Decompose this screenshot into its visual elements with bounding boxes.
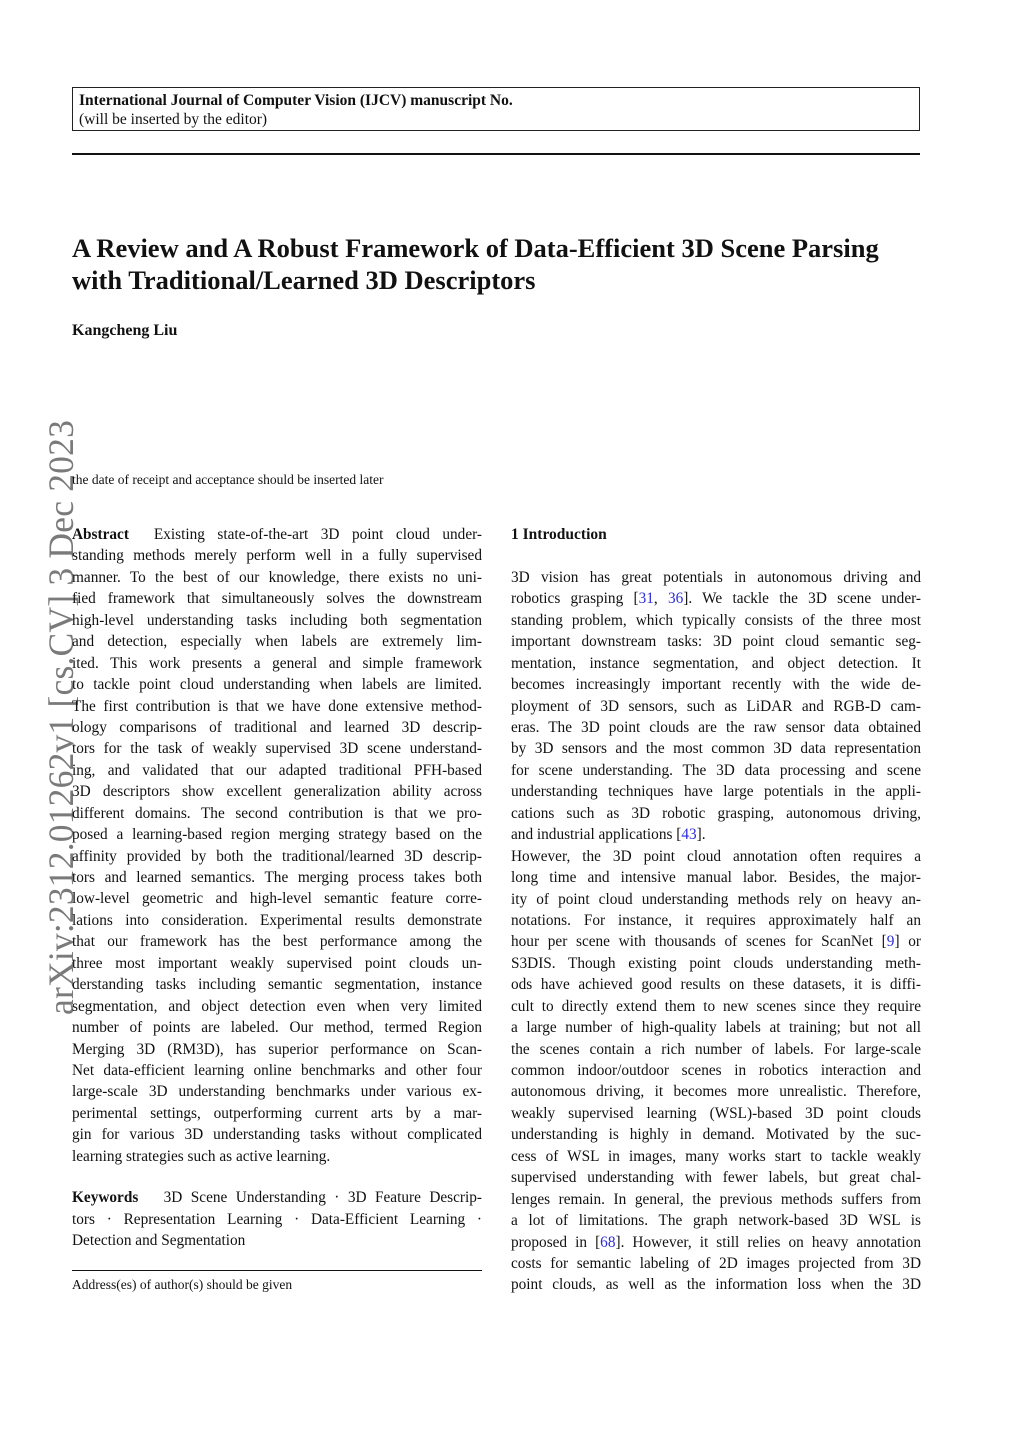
- intro-paragraph-1: [511, 567, 921, 846]
- abstract-line: number of points are labeled. Our method, termed Region: [72, 1019, 482, 1037]
- intro-paragraph-2: [511, 846, 921, 1296]
- abstract-line: three most important weakly supervised point clouds un-: [72, 954, 482, 972]
- intro-line: 3D vision has great potentials in autonomous driving and: [511, 568, 921, 586]
- citation-link[interactable]: 9: [886, 933, 895, 951]
- abstract: [72, 524, 482, 1167]
- abstract-line: learning strategies such as active learning.: [72, 1147, 331, 1165]
- intro-line: cations such as 3D robotic grasping, autonomous driving,: [511, 804, 921, 822]
- abstract-line: The first contribution is that we have done extensive method-: [72, 697, 482, 715]
- intro-line: S3DIS. Though existing point clouds understanding meth-: [511, 954, 921, 972]
- keywords: [72, 1187, 482, 1251]
- left-column: [72, 524, 482, 1251]
- author-address-footnote: Address(es) of author(s) should be given: [72, 1277, 293, 1292]
- abstract-line: standing methods merely perform well in a fully supervised: [72, 547, 482, 565]
- intro-line: for scene understanding. The 3D data processing and scene: [511, 761, 921, 779]
- header-rule: [72, 153, 920, 155]
- intro-line: point clouds, as well as the information loss when the 3D: [511, 1276, 921, 1294]
- keywords-line: Keywords 3D Scene Understanding · 3D Feature Descrip-: [72, 1189, 482, 1207]
- citation-link[interactable]: 31: [638, 590, 654, 608]
- intro-line: and industrial applications [43].: [511, 826, 706, 844]
- abstract-line: ology comparisons of traditional and learned 3D descrip-: [72, 718, 482, 736]
- editor-line: (will be inserted by the editor): [79, 111, 268, 128]
- intro-line: standing problem, which typically consists of the three most: [511, 611, 921, 629]
- journal-line: International Journal of Computer Vision (IJCV) manuscript No.: [79, 92, 513, 109]
- abstract-line: fied framework that simultaneously solves the downstream: [72, 590, 482, 608]
- abstract-line: perimental settings, outperforming current arts by a mar-: [72, 1104, 482, 1122]
- intro-line: proposed in [68]. However, it still relies on heavy annotation: [511, 1233, 921, 1251]
- abstract-line: Abstract Existing state-of-the-art 3D point cloud under-: [72, 526, 482, 543]
- intro-line: becomes increasingly important recently with the wide de-: [511, 676, 921, 694]
- intro-line: understanding techniques have large potentials in the appli-: [511, 783, 921, 801]
- intro-line: lenges remain. In general, the previous methods suffers from: [511, 1190, 921, 1208]
- intro-line: ity of point cloud understanding methods rely on heavy an-: [511, 890, 921, 908]
- abstract-line: 3D descriptors show excellent generalization ability across: [72, 783, 482, 801]
- arxiv-side-stamp: arXiv:2312.01262v1 [cs.CV] 3 Dec 2023: [41, 419, 81, 1015]
- intro-line: notations. For instance, it requires approximately half an: [511, 911, 921, 929]
- abstract-line: lations into consideration. Experimental results demonstrate: [72, 911, 482, 929]
- abstract-line: tors for the task of weakly supervised 3D scene understand-: [72, 740, 482, 758]
- keywords-line: tors · Representation Learning · Data-Efficient Learning ·: [72, 1210, 482, 1228]
- intro-line: ods have achieved good results on these datasets, it is diffi-: [511, 976, 921, 994]
- abstract-line: tors and learned semantics. The merging process takes both: [72, 869, 482, 886]
- abstract-line: Merging 3D (RM3D), has superior performance on Scan-: [72, 1040, 482, 1058]
- abstract-label: Abstract: [72, 526, 129, 543]
- abstract-line: that our framework has the best performance among the: [72, 933, 482, 951]
- abstract-line: and detection, especially when labels are extremely lim-: [72, 633, 482, 651]
- abstract-line: different domains. The second contribution is that we pro-: [72, 804, 482, 822]
- abstract-line: segmentation, and object detection even when very limited: [72, 997, 482, 1015]
- abstract-line: gin for various 3D understanding tasks without complicated: [72, 1126, 482, 1144]
- keywords-label: Keywords: [72, 1189, 139, 1207]
- abstract-line: low-level geometric and high-level semantic feature corre-: [72, 890, 482, 908]
- intro-line: hour per scene with thousands of scenes for ScanNet [9] or: [511, 933, 921, 951]
- intro-line: the scenes contain a rich number of labels. For large-scale: [511, 1040, 921, 1058]
- intro-line: autonomous driving, it becomes more unrealistic. Therefore,: [511, 1083, 921, 1101]
- intro-line: ployment of 3D sensors, such as LiDAR and RGB-D cam-: [511, 697, 921, 715]
- citation-link[interactable]: 43: [681, 826, 697, 844]
- intro-line: weakly supervised learning (WSL)-based 3D point clouds: [511, 1104, 921, 1122]
- title-line: with Traditional/Learned 3D Descriptors: [72, 265, 536, 295]
- intro-line: cess of WSL in images, many works start to tackle weakly: [511, 1147, 921, 1165]
- receipt-dates: the date of receipt and acceptance should be inserted later: [72, 472, 384, 487]
- abstract-line: Net data-efficient learning online benchmarks and other four: [72, 1061, 482, 1079]
- intro-line: supervised understanding with fewer labels, but great chal-: [511, 1169, 921, 1187]
- intro-line: understanding is highly in demand. Motivated by the suc-: [511, 1126, 921, 1144]
- intro-line: by 3D sensors and the most common 3D data representation: [511, 740, 921, 758]
- intro-line: However, the 3D point cloud annotation often requires a: [511, 847, 921, 865]
- intro-line: cult to directly extend them to new scenes since they require: [511, 997, 921, 1015]
- intro-line: a large number of high-quality labels at training; but not all: [511, 1019, 921, 1037]
- intro-line: eras. The 3D point clouds are the raw sensor data obtained: [511, 719, 921, 736]
- abstract-line: derstanding tasks including semantic segmentation, instance: [72, 976, 482, 994]
- right-column: [511, 524, 921, 1296]
- abstract-line: manner. To the best of our knowledge, there exists no uni-: [72, 568, 482, 586]
- citation-link[interactable]: 36: [667, 590, 684, 608]
- intro-line: common indoor/outdoor scenes in robotics interaction and: [511, 1062, 921, 1079]
- intro-line: long time and intensive manual labor. Besides, the major-: [511, 869, 921, 887]
- abstract-line: high-level understanding tasks including both segmentation: [72, 611, 482, 629]
- intro-line: important downstream tasks: 3D point cloud semantic seg-: [511, 633, 921, 651]
- paper-title: [72, 232, 942, 296]
- footnote-rule: [72, 1270, 482, 1271]
- abstract-line: ited. This work presents a general and simple framework: [72, 654, 482, 672]
- abstract-line: ing, and validated that our adapted traditional PFH-based: [72, 761, 482, 779]
- citation-link[interactable]: 68: [600, 1233, 616, 1251]
- intro-line: a lot of limitations. The graph network-based 3D WSL is: [511, 1212, 921, 1230]
- title-line: A Review and A Robust Framework of Data-Efficient 3D Scene Parsing: [72, 233, 879, 263]
- journal-header-box: [72, 87, 920, 131]
- abstract-line: to tackle point cloud understanding when labels are limited.: [72, 676, 482, 694]
- abstract-line: large-scale 3D understanding benchmarks under various ex-: [72, 1083, 482, 1101]
- section-heading-introduction: 1 Introduction: [511, 526, 607, 543]
- intro-line: mentation, instance segmentation, and object detection. It: [511, 654, 921, 672]
- abstract-line: posed a learning-based region merging strategy based on the: [72, 826, 482, 844]
- keywords-line: Detection and Segmentation: [72, 1232, 246, 1249]
- author-name: Kangcheng Liu: [72, 322, 178, 339]
- intro-line: costs for semantic labeling of 2D images projected from 3D: [511, 1254, 921, 1272]
- intro-line: robotics grasping [31, 36]. We tackle the 3D scene under-: [511, 590, 921, 608]
- abstract-line: affinity provided by both the traditional/learned 3D descrip-: [72, 847, 482, 865]
